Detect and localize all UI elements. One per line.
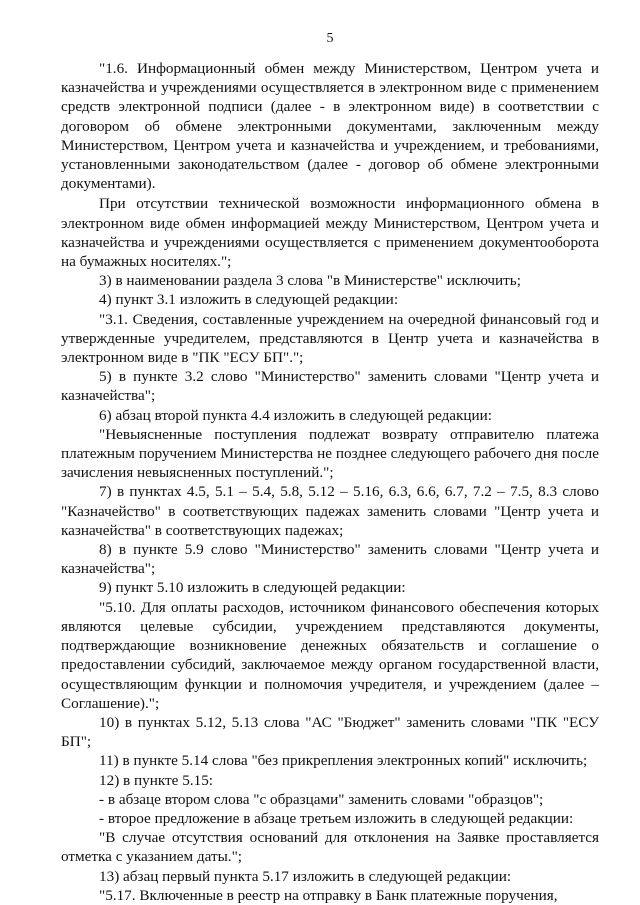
paragraph-item-5: 5) в пункте 3.2 слово "Министерство" заменить словами "Центр учета и казначейства"; [61,368,599,405]
paragraph-item-12-sub-2: - второе предложение в абзаце третьем изложить в следующей редакции: [99,809,574,827]
paragraph-item-13: 13) абзац первый пункта 5.17 изложить в следующей редакции: [99,867,512,885]
paragraph-3-1: "3.1. Сведения, составленные учреждением на очередной финансовый год и утвержденные учредителем, представляются в Центр учета и казначейства в электронном виде в "ПК "ЕСУ БП"."; [61,310,599,367]
paragraph-item-11: 11) в пункте 5.14 слова "без прикрепления электронных копий" исключить; [99,752,588,770]
paragraph-item-9: 9) пункт 5.10 изложить в следующей редакции: [99,579,406,597]
paragraph-1-6: "1.6. Информационный обмен между Министерством, Центром учета и казначейства и учреждениями осуществляется в электронном виде с применением средств электронной подписи (далее - в электронном виде) в соответствии с договором об обмене электронными документами, заключенным между Министерством, Центром учета и казначейства и учреждением, и требованиями, установленными законодательством (далее - договор об обмене электронными документами). [61,60,599,193]
paragraph-5-10: "5.10. Для оплаты расходов, источником финансового обеспечения которых являются целевые субсидии, учреждением представляются документы, подтверждающие возникновение денежных обязательств и соглашение о предоставлении субсидий, заключаемое между органом государственной власти, осуществляющим функции и полномочия учредителя, и учреждением (далее – Соглашение)."; [61,598,599,712]
paragraph-item-12: 12) в пункте 5.15: [99,771,214,789]
paragraph-item-10: 10) в пунктах 5.12, 5.13 слова "АС "Бюджет" заменить словами "ПК "ЕСУ БП"; [61,713,599,751]
paragraph-item-4: 4) пункт 3.1 изложить в следующей редакции: [99,291,399,309]
page-number: 5 [326,31,334,46]
paragraph-item-12-sub-1: - в абзаце втором слова "с образцами" заменить словами "образцов"; [99,790,544,808]
paragraph-application-mark: "В случае отсутствия оснований для отклонения на Заявке проставляется отметка с указанием даты."; [61,829,599,866]
paragraph-5-17: "5.17. Включенные в реестр на отправку в Банк платежные поручения, [99,886,558,904]
paragraph-paper-exchange: При отсутствии технической возможности информационного обмена в электронном виде обмен информацией между Министерством, Центром учета и казначейства и учреждениями осуществляется с применением документооборота на бумажных носителях."; [61,195,599,271]
document-body [61,59,599,905]
paragraph-item-7: 7) в пунктах 4.5, 5.1 – 5.4, 5.8, 5.12 – 5.16, 6.3, 6.6, 6.7, 7.2 – 7.5, 8.3 слово "Казначейство" в соответствующих падежах заменить словами "Центр учета и казначейства" в соответствующих падежах; [61,483,599,539]
paragraph-unclear-receipts: "Невыясненные поступления подлежат возврату отправителю платежа платежным поручением Министерства не позднее следующего рабочего дня после зачисления невыясненных поступлений."; [61,425,599,482]
paragraph-item-6: 6) абзац второй пункта 4.4 изложить в следующей редакции: [99,406,493,424]
paragraph-item-3: 3) в наименовании раздела 3 слова "в Министерстве" исключить; [99,272,521,290]
paragraph-item-8: 8) в пункте 5.9 слово "Министерство" заменить словами "Центр учета и казначейства"; [61,541,599,578]
